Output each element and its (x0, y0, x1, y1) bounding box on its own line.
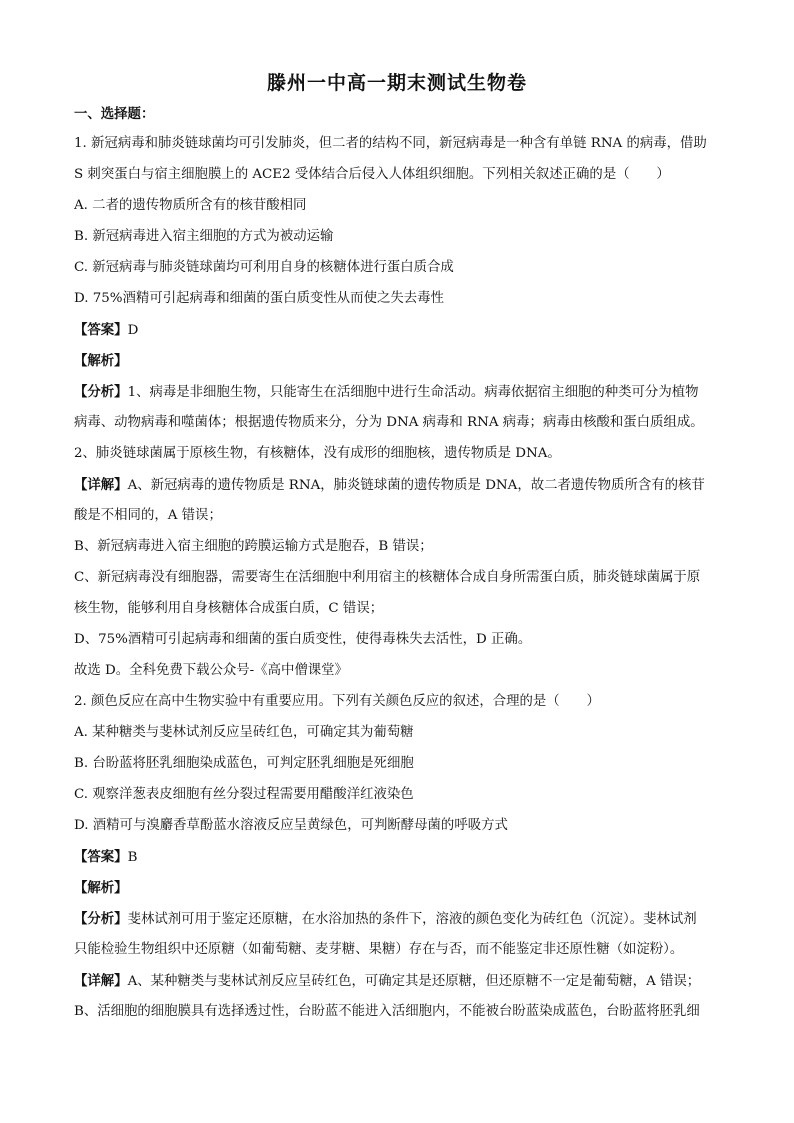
q1-analysis-heading: 【解析】 (74, 353, 128, 369)
q1-option-a: A. 二者的遗传物质所含有的核苷酸相同 (74, 198, 307, 213)
q2-option-d: D. 酒精可与溴麝香草酚蓝水溶液反应呈黄绿色，可判断酵母菌的呼吸方式 (74, 818, 508, 833)
q1-detail-line2: 酸是不相同的，A 错误； (74, 508, 222, 523)
q1-option-c: C. 新冠病毒与肺炎链球菌均可利用自身的核糖体进行蛋白质合成 (74, 260, 454, 275)
section-heading: 一、选择题： (74, 106, 155, 122)
page-title: 滕州一中高一期末测试生物卷 (266, 72, 527, 94)
answer-value: D (127, 323, 139, 338)
q1-detail-line6: D、75%酒精可引起病毒和细菌的蛋白质变性，使得毒株失去活性，D 正确。 (74, 632, 532, 647)
answer-value: B (127, 850, 138, 865)
answer-tag: 【答案】 (74, 849, 128, 865)
q2-option-c: C. 观察洋葱表皮细胞有丝分裂过程需要用醋酸洋红液染色 (74, 787, 414, 802)
fenxi-text: 1、病毒是非细胞生物，只能寄生在活细胞中进行生命活动。病毒依据宿主细胞的种类可分为植物 (127, 385, 699, 400)
q1-fenxi-line1 (74, 382, 724, 403)
fenxi-tag: 【分析】 (74, 384, 128, 400)
q1-fenxi-line3: 2、肺炎链球菌属于原核生物，有核糖体，没有成形的细胞核，遗传物质是 DNA。 (74, 446, 561, 461)
q1-fenxi-line2: 病毒、动物病毒和噬菌体；根据遗传物质来分，分为 DNA 病毒和 RNA 病毒；病毒由核酸和蛋白质组成。 (74, 415, 704, 430)
fenxi-text: 斐林试剂可用于鉴定还原糖，在水浴加热的条件下，溶液的颜色变化为砖红色（沉淀）。斐林试剂 (127, 912, 697, 927)
q1-stem-line2: S 刺突蛋白与宿主细胞膜上的 ACE2 受体结合后侵入人体组织细胞。下列相关叙述正确的是（ ） (74, 167, 670, 182)
q1-stem-line1: 1. 新冠病毒和肺炎链球菌均可引发肺炎，但二者的结构不同，新冠病毒是一种含有单链 RNA 的病毒，借助 (74, 136, 707, 151)
q2-detail-line1 (74, 971, 724, 992)
q1-option-d: D. 75%酒精可引起病毒和细菌的蛋白质变性从而使之失去毒性 (74, 291, 444, 306)
q1-detail-line4: C、新冠病毒没有细胞器，需要寄生在活细胞中利用宿主的核糖体合成自身所需蛋白质，肺炎链球菌属于原 (74, 570, 701, 585)
q2-answer-row (74, 847, 724, 868)
detail-text: A、新冠病毒的遗传物质是 RNA，肺炎链球菌的遗传物质是 DNA，故二者遗传物质所含有的核苷 (127, 478, 705, 493)
q2-detail-line2: B、活细胞的细胞膜具有选择透过性，台盼蓝不能进入活细胞内，不能被台盼蓝染成蓝色，台盼蓝将胚乳细 (74, 1004, 700, 1019)
q2-option-b: B. 台盼蓝将胚乳细胞染成蓝色，可判定胚乳细胞是死细胞 (74, 756, 414, 771)
q2-fenxi-line1 (74, 909, 724, 930)
q1-option-b: B. 新冠病毒进入宿主细胞的方式为被动运输 (74, 229, 334, 244)
q1-detail-line5: 核生物，能够利用自身核糖体合成蛋白质，C 错误； (74, 601, 384, 616)
answer-tag: 【答案】 (74, 322, 128, 338)
q1-conclusion: 故选 D。全科免费下载公众号-《高中僧课堂》 (74, 663, 348, 678)
q2-option-a: A. 某种糖类与斐林试剂反应呈砖红色，可确定其为葡萄糖 (74, 725, 414, 740)
q1-answer-row (74, 320, 724, 341)
q2-analysis-heading: 【解析】 (74, 880, 128, 896)
fenxi-tag: 【分析】 (74, 911, 128, 927)
detail-text: A、某种糖类与斐林试剂反应呈砖红色，可确定其是还原糖，但还原糖不一定是葡萄糖，A 错误； (127, 974, 701, 989)
q1-detail-line3: B、新冠病毒进入宿主细胞的跨膜运输方式是胞吞，B 错误； (74, 539, 433, 554)
detail-tag: 【详解】 (74, 973, 128, 989)
q1-detail-line1 (74, 475, 724, 496)
detail-tag: 【详解】 (74, 477, 128, 493)
q2-stem: 2. 颜色反应在高中生物实验中有重要应用。下列有关颜色反应的叙述，合理的是（ ） (74, 694, 600, 709)
q2-fenxi-line2: 只能检验生物组织中还原糖（如葡萄糖、麦芽糖、果糖）存在与否，而不能鉴定非还原性糖（如淀粉）。 (74, 942, 684, 957)
